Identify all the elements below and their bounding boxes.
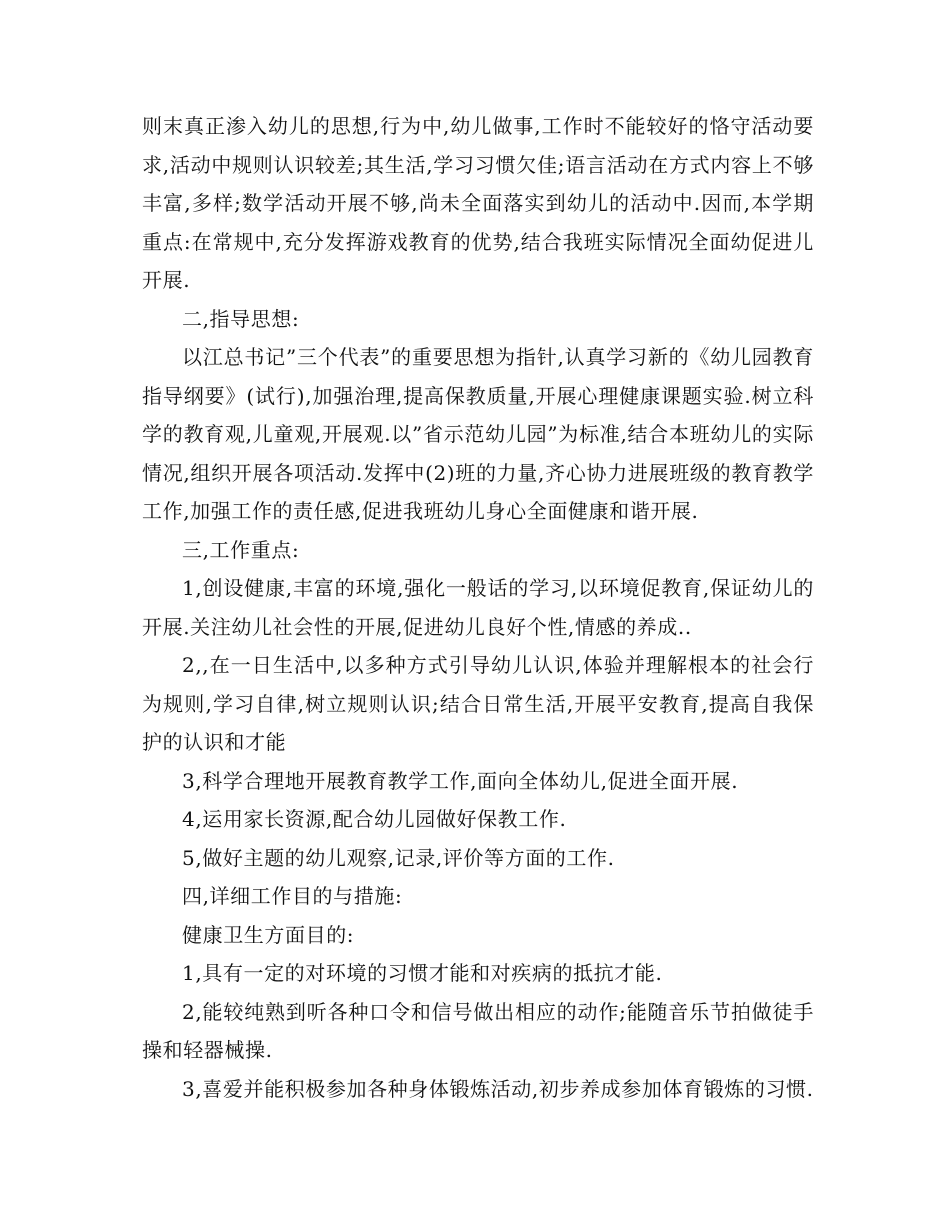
list-item: 2,能较纯熟到听各种口令和信号做出相应的动作;能随音乐节拍做徒手操和轻器械操.: [142, 999, 814, 1062]
subsection-heading: 健康卫生方面目的:: [182, 922, 355, 947]
section-heading: 二,指导思想:: [182, 306, 300, 331]
list-item: 3,喜爱并能积极参加各种身体锻炼活动,初步养成参加体育锻炼的习惯.: [182, 1076, 814, 1101]
list-item: 2,,在一日生活中,以多种方式引导幼儿认识,体验并理解根本的社会行为规则,学习自律,树立规则认识;结合日常生活,开展平安教育,提高自我保护的认识和才能: [142, 653, 814, 754]
section-heading: 三,工作重点:: [182, 537, 300, 562]
paragraph: 以江总书记”三个代表”的重要思想为指针,认真学习新的《幼儿园教育指导纲要》(试行),加强治理,提高保教质量,开展心理健康课题实验.树立科学的教育观,儿童观,开展观.以”省示范幼儿园”为标准,结合本班幼儿的实际情况,组织开展各项活动.发挥中(2)班的力量,齐心协力进展班级的教育教学工作,加强工作的责任感,促进我班幼儿身心全面健康和谐开展.: [142, 345, 814, 523]
list-item: 5,做好主题的幼儿观察,记录,评价等方面的工作.: [182, 845, 615, 870]
list-item: 3,科学合理地开展教育教学工作,面向全体幼儿,促进全面开展.: [182, 768, 739, 793]
list-item: 1,具有一定的对环境的习惯才能和对疾病的抵抗才能.: [182, 961, 663, 985]
list-item: 1,创设健康,丰富的环境,强化一般话的学习,以环境促教育,保证幼儿的开展.关注幼儿社会性的开展,促进幼儿良好个性,情感的养成..: [142, 576, 814, 639]
paragraph: 则末真正渗入幼儿的思想,行为中,幼儿做事,工作时不能较好的恪守活动要求,活动中规则认识较差;其生活,学习习惯欠佳;语言活动在方式内容上不够丰富,多样;数学活动开展不够,尚未全面落实到幼儿的活动中.因而,本学期重点:在常规中,充分发挥游戏教育的优势,结合我班实际情况全面幼促进儿开展.: [142, 114, 814, 292]
list-item: 4,运用家长资源,配合幼儿园做好保教工作.: [182, 807, 567, 831]
section-heading: 四,详细工作目的与措施:: [182, 884, 403, 908]
document-body: [142, 107, 814, 1108]
